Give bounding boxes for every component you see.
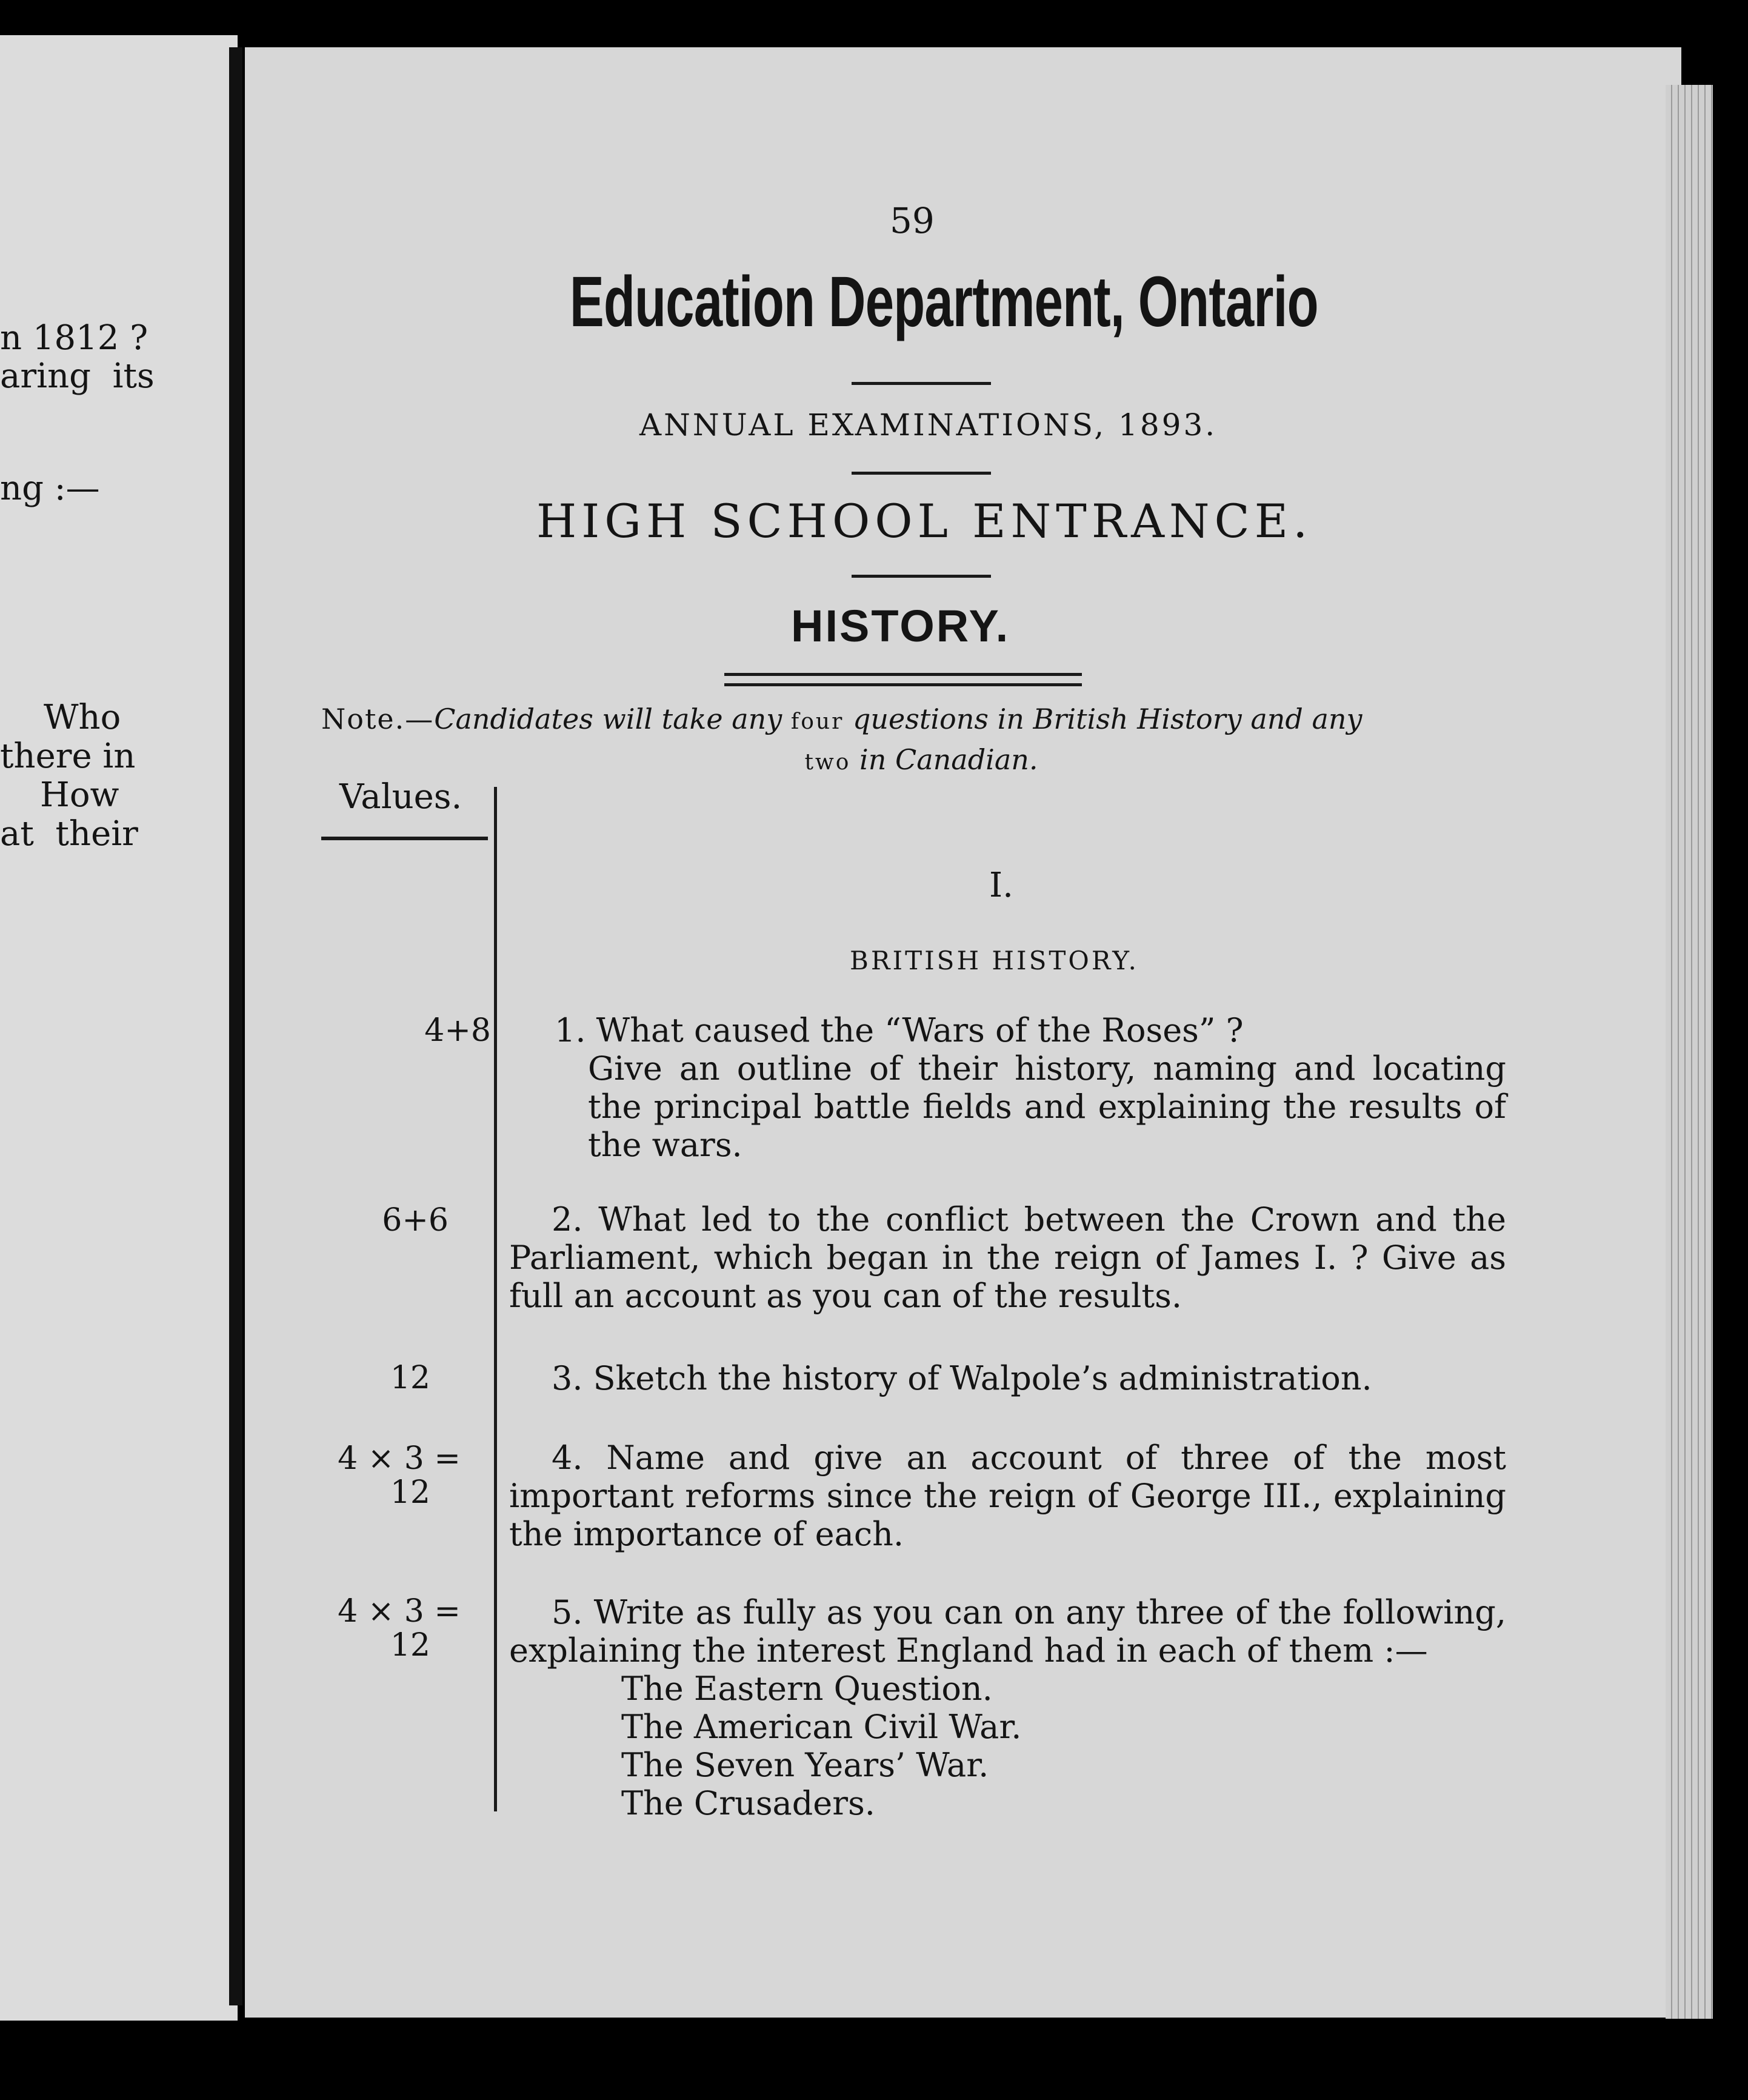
note-two: two (804, 750, 851, 775)
divider (852, 382, 991, 385)
question-5-body: 5. Write as fully as you can on any three of the following, explaining the interest England had in each of them :— (509, 1593, 1506, 1670)
note-text: in Canadian. (850, 743, 1038, 776)
question-1-first-line: 1. What caused the “Wars of the Roses” ? (555, 1011, 1244, 1049)
page-title: Education Department, Ontario (570, 262, 1318, 342)
candidate-note (321, 700, 1521, 781)
subject-heading: HISTORY. (791, 601, 1010, 651)
question-5 (509, 1593, 1506, 1822)
question-1-body: Give an outline of their history, naming and locating the principal battle fields and explaining the results of the wars. (588, 1049, 1506, 1164)
question-1 (555, 1011, 1506, 1164)
question-4: 4. Name and give an account of three of the most important reforms since the reign of George III., explaining the importance of each. (509, 1439, 1506, 1553)
question-value: 12 (390, 1627, 430, 1664)
left-fragment: at their (0, 814, 138, 854)
question-value: 6+6 (382, 1202, 449, 1239)
question-5-option: The Seven Years’ War. (621, 1746, 989, 1784)
exam-heading: ANNUAL EXAMINATIONS, 1893. (639, 407, 1218, 443)
note-line-2 (321, 741, 1521, 781)
double-rule (724, 683, 1082, 686)
question-5-option: The Eastern Question. (621, 1670, 993, 1708)
section-title: BRITISH HISTORY. (850, 946, 1139, 975)
values-heading: Values. (339, 777, 462, 817)
question-5-option: The American Civil War. (621, 1708, 1022, 1746)
section-number: I. (989, 866, 1013, 905)
question-2: 2. What led to the conflict between the Crown and the Parliament, which began in the reign of James I. ? Give as full an account as you can of the results. (509, 1200, 1506, 1315)
column-divider (494, 787, 497, 1811)
page-number: 59 (890, 200, 935, 241)
divider (852, 472, 991, 475)
left-fragment: How (40, 775, 119, 815)
note-four: four (790, 709, 844, 734)
page-edges (1666, 85, 1713, 2019)
left-fragment: ng :— (0, 469, 100, 508)
question-value: 4 × 3 = (338, 1440, 461, 1477)
left-fragment: aring its (0, 356, 155, 396)
left-fragment: n 1812 ? (0, 318, 148, 358)
question-value: 12 (390, 1474, 430, 1511)
note-text: Candidates will take any (434, 703, 791, 735)
book-gutter (229, 47, 242, 2005)
double-rule (724, 673, 1082, 676)
left-fragment: Who (44, 698, 121, 737)
divider (852, 575, 991, 578)
question-3: 3. Sketch the history of Walpole’s administration. (552, 1359, 1372, 1397)
question-value: 4+8 (424, 1012, 491, 1049)
school-heading: HIGH SCHOOL ENTRANCE. (536, 494, 1313, 548)
question-5-option: The Crusaders. (621, 1784, 875, 1822)
left-fragment: there in (0, 737, 136, 776)
values-rule (321, 837, 488, 840)
question-value: 4 × 3 = (338, 1593, 461, 1630)
question-value: 12 (390, 1360, 430, 1396)
note-text: questions in British History and any (844, 703, 1363, 735)
note-lead: Note.— (321, 703, 435, 735)
